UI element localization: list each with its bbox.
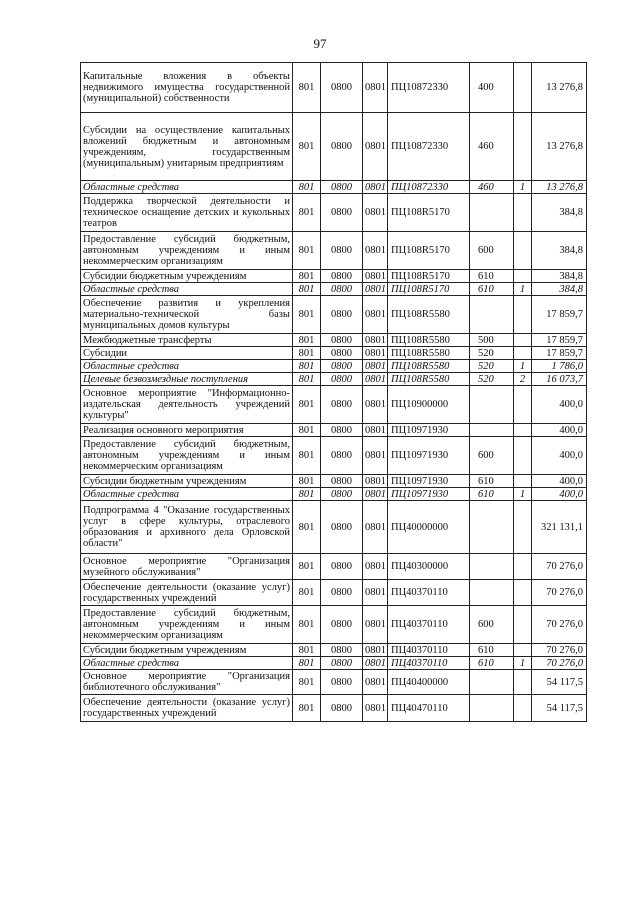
amount-cell: 13 276,8 <box>532 181 587 194</box>
table-row <box>81 424 587 437</box>
budget-name-cell: Межбюджетные трансферты <box>81 334 293 347</box>
table-row <box>81 194 587 232</box>
grbs-code-cell: 801 <box>293 475 321 488</box>
subsection-code-cell: 0801 <box>363 606 388 644</box>
amount-cell: 54 117,5 <box>532 695 587 722</box>
funding-source-cell <box>514 644 532 657</box>
page-number: 97 <box>313 36 327 51</box>
expense-type-cell <box>470 695 514 722</box>
section-code-cell: 0800 <box>321 360 363 373</box>
table-row <box>81 63 587 113</box>
section-code-cell: 0800 <box>321 670 363 695</box>
subsection-code-cell: 0801 <box>363 501 388 554</box>
amount-cell: 54 117,5 <box>532 670 587 695</box>
budget-name-cell: Основное мероприятие "Информационно-издательская деятельность учреждений культуры" <box>81 386 293 424</box>
table-row <box>81 360 587 373</box>
section-code-cell: 0800 <box>321 334 363 347</box>
funding-source-cell <box>514 606 532 644</box>
budget-name-cell: Обеспечение развития и укрепления материально-технической базы муниципальных домов культуры <box>81 296 293 334</box>
funding-source-cell: 1 <box>514 360 532 373</box>
expense-type-cell: 520 <box>470 360 514 373</box>
target-article-cell: ПЦ108R5170 <box>388 232 470 270</box>
amount-cell: 70 276,0 <box>532 606 587 644</box>
section-code-cell: 0800 <box>321 695 363 722</box>
subsection-code-cell: 0801 <box>363 580 388 606</box>
subsection-code-cell: 0801 <box>363 194 388 232</box>
table-body <box>81 63 587 722</box>
subsection-code-cell: 0801 <box>363 270 388 283</box>
table-row <box>81 501 587 554</box>
target-article-cell: ПЦ10971930 <box>388 424 470 437</box>
table-row <box>81 296 587 334</box>
target-article-cell: ПЦ40370110 <box>388 644 470 657</box>
table-row <box>81 334 587 347</box>
budget-name-cell: Предоставление субсидий бюджетным, автономным учреждениям и иным некоммерческим организациям <box>81 232 293 270</box>
funding-source-cell <box>514 270 532 283</box>
target-article-cell: ПЦ108R5170 <box>388 270 470 283</box>
section-code-cell: 0800 <box>321 437 363 475</box>
section-code-cell: 0800 <box>321 373 363 386</box>
grbs-code-cell: 801 <box>293 296 321 334</box>
budget-name-cell: Поддержка творческой деятельности и техническое оснащение детских и кукольных театров <box>81 194 293 232</box>
amount-cell: 384,8 <box>532 194 587 232</box>
table-row <box>81 670 587 695</box>
amount-cell: 13 276,8 <box>532 113 587 181</box>
table-row <box>81 644 587 657</box>
target-article-cell: ПЦ10900000 <box>388 386 470 424</box>
grbs-code-cell: 801 <box>293 194 321 232</box>
funding-source-cell: 1 <box>514 283 532 296</box>
section-code-cell: 0800 <box>321 606 363 644</box>
target-article-cell: ПЦ108R5580 <box>388 360 470 373</box>
table-row <box>81 606 587 644</box>
amount-cell: 384,8 <box>532 270 587 283</box>
expense-type-cell <box>470 296 514 334</box>
amount-cell: 70 276,0 <box>532 554 587 580</box>
grbs-code-cell: 801 <box>293 386 321 424</box>
amount-cell: 17 859,7 <box>532 347 587 360</box>
expense-type-cell <box>470 501 514 554</box>
target-article-cell: ПЦ108R5170 <box>388 194 470 232</box>
subsection-code-cell: 0801 <box>363 657 388 670</box>
amount-cell: 400,0 <box>532 488 587 501</box>
funding-source-cell <box>514 554 532 580</box>
section-code-cell: 0800 <box>321 113 363 181</box>
funding-source-cell: 1 <box>514 488 532 501</box>
subsection-code-cell: 0801 <box>363 360 388 373</box>
funding-source-cell <box>514 580 532 606</box>
subsection-code-cell: 0801 <box>363 670 388 695</box>
grbs-code-cell: 801 <box>293 695 321 722</box>
expense-type-cell <box>470 194 514 232</box>
expense-type-cell: 600 <box>470 437 514 475</box>
expense-type-cell <box>470 386 514 424</box>
expense-type-cell: 520 <box>470 347 514 360</box>
amount-cell: 70 276,0 <box>532 580 587 606</box>
budget-name-cell: Обеспечение деятельности (оказание услуг) государственных учреждений <box>81 580 293 606</box>
amount-cell: 17 859,7 <box>532 296 587 334</box>
grbs-code-cell: 801 <box>293 181 321 194</box>
budget-name-cell: Субсидии бюджетным учреждениям <box>81 270 293 283</box>
grbs-code-cell: 801 <box>293 644 321 657</box>
amount-cell: 321 131,1 <box>532 501 587 554</box>
section-code-cell: 0800 <box>321 232 363 270</box>
expense-type-cell: 520 <box>470 373 514 386</box>
subsection-code-cell: 0801 <box>363 475 388 488</box>
funding-source-cell <box>514 63 532 113</box>
subsection-code-cell: 0801 <box>363 181 388 194</box>
target-article-cell: ПЦ10872330 <box>388 113 470 181</box>
target-article-cell: ПЦ10872330 <box>388 63 470 113</box>
budget-name-cell: Подпрограмма 4 "Оказание государственных услуг в сфере культуры, отраслевого образования и архивного дела Орловской области" <box>81 501 293 554</box>
section-code-cell: 0800 <box>321 644 363 657</box>
funding-source-cell: 1 <box>514 657 532 670</box>
budget-name-cell: Предоставление субсидий бюджетным, автономным учреждениям и иным некоммерческим организациям <box>81 606 293 644</box>
funding-source-cell <box>514 296 532 334</box>
section-code-cell: 0800 <box>321 475 363 488</box>
subsection-code-cell: 0801 <box>363 113 388 181</box>
section-code-cell: 0800 <box>321 283 363 296</box>
funding-source-cell: 2 <box>514 373 532 386</box>
section-code-cell: 0800 <box>321 580 363 606</box>
subsection-code-cell: 0801 <box>363 488 388 501</box>
expense-type-cell <box>470 424 514 437</box>
funding-source-cell <box>514 386 532 424</box>
section-code-cell: 0800 <box>321 386 363 424</box>
grbs-code-cell: 801 <box>293 488 321 501</box>
amount-cell: 16 073,7 <box>532 373 587 386</box>
table-row <box>81 373 587 386</box>
budget-name-cell: Целевые безвозмездные поступления <box>81 373 293 386</box>
expense-type-cell: 600 <box>470 232 514 270</box>
budget-name-cell: Субсидии бюджетным учреждениям <box>81 475 293 488</box>
budget-name-cell: Основное мероприятие "Организация библиотечного обслуживания" <box>81 670 293 695</box>
amount-cell: 384,8 <box>532 283 587 296</box>
grbs-code-cell: 801 <box>293 501 321 554</box>
grbs-code-cell: 801 <box>293 347 321 360</box>
grbs-code-cell: 801 <box>293 437 321 475</box>
funding-source-cell <box>514 437 532 475</box>
target-article-cell: ПЦ40400000 <box>388 670 470 695</box>
section-code-cell: 0800 <box>321 181 363 194</box>
budget-name-cell: Обеспечение деятельности (оказание услуг) государственных учреждений <box>81 695 293 722</box>
table-row <box>81 283 587 296</box>
target-article-cell: ПЦ40470110 <box>388 695 470 722</box>
subsection-code-cell: 0801 <box>363 347 388 360</box>
amount-cell: 1 786,0 <box>532 360 587 373</box>
grbs-code-cell: 801 <box>293 334 321 347</box>
budget-name-cell: Областные средства <box>81 283 293 296</box>
funding-source-cell <box>514 334 532 347</box>
target-article-cell: ПЦ108R5580 <box>388 334 470 347</box>
target-article-cell: ПЦ108R5170 <box>388 283 470 296</box>
funding-source-cell <box>514 475 532 488</box>
amount-cell: 400,0 <box>532 437 587 475</box>
budget-table <box>80 62 587 722</box>
section-code-cell: 0800 <box>321 424 363 437</box>
target-article-cell: ПЦ108R5580 <box>388 296 470 334</box>
subsection-code-cell: 0801 <box>363 334 388 347</box>
budget-name-cell: Капитальные вложения в объекты недвижимого имущества государственной (муниципальной) собственности <box>81 63 293 113</box>
subsection-code-cell: 0801 <box>363 296 388 334</box>
expense-type-cell: 610 <box>470 657 514 670</box>
budget-name-cell: Реализация основного мероприятия <box>81 424 293 437</box>
amount-cell: 400,0 <box>532 386 587 424</box>
budget-name-cell: Областные средства <box>81 657 293 670</box>
budget-name-cell: Субсидии бюджетным учреждениям <box>81 644 293 657</box>
subsection-code-cell: 0801 <box>363 437 388 475</box>
grbs-code-cell: 801 <box>293 270 321 283</box>
table-row <box>81 347 587 360</box>
expense-type-cell: 460 <box>470 113 514 181</box>
expense-type-cell: 610 <box>470 283 514 296</box>
budget-name-cell: Областные средства <box>81 488 293 501</box>
target-article-cell: ПЦ10872330 <box>388 181 470 194</box>
target-article-cell: ПЦ40370110 <box>388 580 470 606</box>
section-code-cell: 0800 <box>321 657 363 670</box>
expense-type-cell: 610 <box>470 270 514 283</box>
funding-source-cell <box>514 670 532 695</box>
table-row <box>81 181 587 194</box>
table-row <box>81 580 587 606</box>
target-article-cell: ПЦ40370110 <box>388 606 470 644</box>
funding-source-cell <box>514 695 532 722</box>
section-code-cell: 0800 <box>321 501 363 554</box>
table-row <box>81 554 587 580</box>
amount-cell: 400,0 <box>532 475 587 488</box>
grbs-code-cell: 801 <box>293 657 321 670</box>
section-code-cell: 0800 <box>321 488 363 501</box>
target-article-cell: ПЦ10971930 <box>388 437 470 475</box>
subsection-code-cell: 0801 <box>363 386 388 424</box>
funding-source-cell <box>514 347 532 360</box>
subsection-code-cell: 0801 <box>363 644 388 657</box>
funding-source-cell <box>514 424 532 437</box>
subsection-code-cell: 0801 <box>363 283 388 296</box>
grbs-code-cell: 801 <box>293 283 321 296</box>
target-article-cell: ПЦ108R5580 <box>388 373 470 386</box>
expense-type-cell: 610 <box>470 475 514 488</box>
grbs-code-cell: 801 <box>293 373 321 386</box>
budget-name-cell: Субсидии <box>81 347 293 360</box>
target-article-cell: ПЦ40370110 <box>388 657 470 670</box>
amount-cell: 384,8 <box>532 232 587 270</box>
subsection-code-cell: 0801 <box>363 554 388 580</box>
expense-type-cell <box>470 554 514 580</box>
subsection-code-cell: 0801 <box>363 232 388 270</box>
section-code-cell: 0800 <box>321 347 363 360</box>
expense-type-cell: 400 <box>470 63 514 113</box>
section-code-cell: 0800 <box>321 63 363 113</box>
grbs-code-cell: 801 <box>293 580 321 606</box>
amount-cell: 400,0 <box>532 424 587 437</box>
grbs-code-cell: 801 <box>293 360 321 373</box>
amount-cell: 17 859,7 <box>532 334 587 347</box>
subsection-code-cell: 0801 <box>363 424 388 437</box>
funding-source-cell <box>514 113 532 181</box>
expense-type-cell: 500 <box>470 334 514 347</box>
grbs-code-cell: 801 <box>293 670 321 695</box>
funding-source-cell <box>514 232 532 270</box>
budget-name-cell: Предоставление субсидий бюджетным, автономным учреждениям и иным некоммерческим организациям <box>81 437 293 475</box>
target-article-cell: ПЦ10971930 <box>388 488 470 501</box>
table-row <box>81 270 587 283</box>
table-row <box>81 475 587 488</box>
expense-type-cell <box>470 580 514 606</box>
table-row <box>81 488 587 501</box>
budget-name-cell: Основное мероприятие "Организация музейного обслуживания" <box>81 554 293 580</box>
expense-type-cell: 460 <box>470 181 514 194</box>
target-article-cell: ПЦ40000000 <box>388 501 470 554</box>
grbs-code-cell: 801 <box>293 63 321 113</box>
table-row <box>81 232 587 270</box>
table-row <box>81 695 587 722</box>
budget-name-cell: Областные средства <box>81 360 293 373</box>
table-row <box>81 113 587 181</box>
expense-type-cell: 610 <box>470 644 514 657</box>
table-row <box>81 657 587 670</box>
grbs-code-cell: 801 <box>293 113 321 181</box>
subsection-code-cell: 0801 <box>363 373 388 386</box>
amount-cell: 70 276,0 <box>532 644 587 657</box>
table-row <box>81 437 587 475</box>
subsection-code-cell: 0801 <box>363 63 388 113</box>
target-article-cell: ПЦ40300000 <box>388 554 470 580</box>
funding-source-cell: 1 <box>514 181 532 194</box>
expense-type-cell: 600 <box>470 606 514 644</box>
section-code-cell: 0800 <box>321 296 363 334</box>
table-row <box>81 386 587 424</box>
funding-source-cell <box>514 501 532 554</box>
expense-type-cell <box>470 670 514 695</box>
grbs-code-cell: 801 <box>293 232 321 270</box>
target-article-cell: ПЦ108R5580 <box>388 347 470 360</box>
budget-name-cell: Областные средства <box>81 181 293 194</box>
grbs-code-cell: 801 <box>293 606 321 644</box>
grbs-code-cell: 801 <box>293 424 321 437</box>
section-code-cell: 0800 <box>321 270 363 283</box>
funding-source-cell <box>514 194 532 232</box>
section-code-cell: 0800 <box>321 554 363 580</box>
grbs-code-cell: 801 <box>293 554 321 580</box>
subsection-code-cell: 0801 <box>363 695 388 722</box>
section-code-cell: 0800 <box>321 194 363 232</box>
expense-type-cell: 610 <box>470 488 514 501</box>
target-article-cell: ПЦ10971930 <box>388 475 470 488</box>
amount-cell: 13 276,8 <box>532 63 587 113</box>
amount-cell: 70 276,0 <box>532 657 587 670</box>
budget-name-cell: Субсидии на осуществление капитальных вложений бюджетным и автономным учреждениям, государственным (муниципальным) унитарным предприятиям <box>81 113 293 181</box>
